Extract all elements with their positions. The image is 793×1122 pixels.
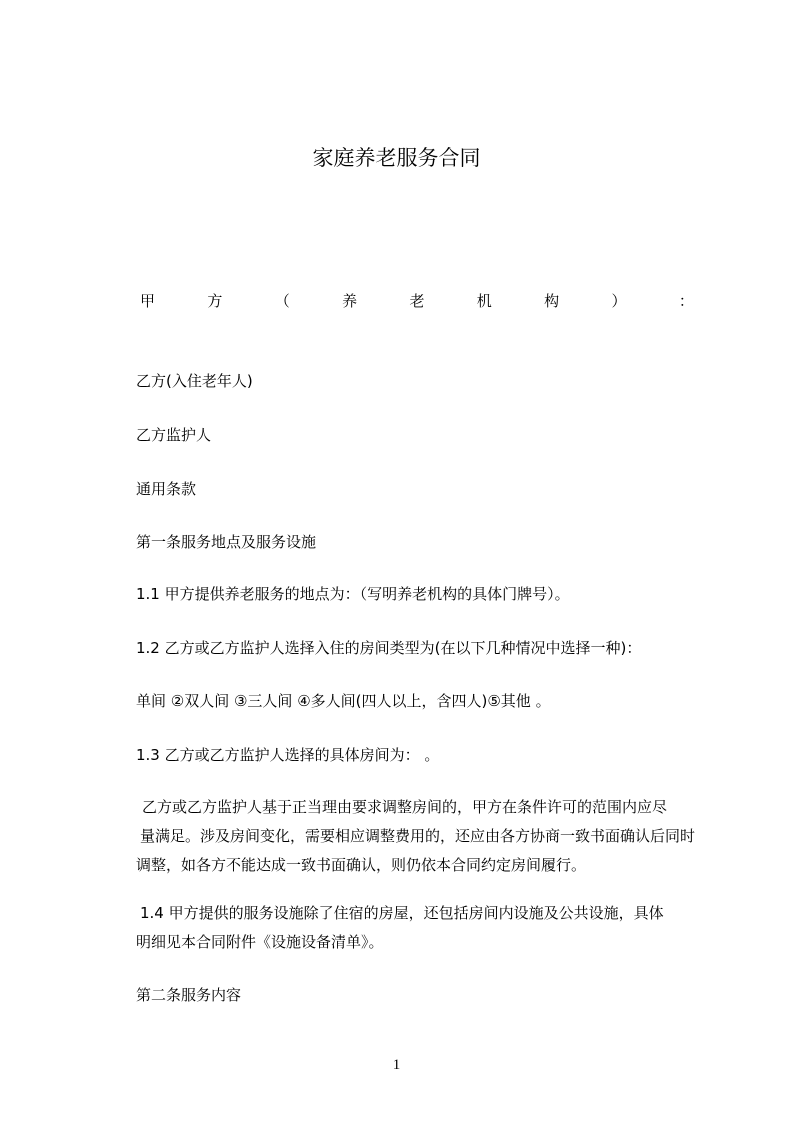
room-adjustment-paragraph xyxy=(136,793,695,880)
clause-1-2: 1.2 乙方或乙方监护人选择入住的房间类型为(在以下几种情况中选择一种)： xyxy=(136,639,642,657)
room-type-options: 单间 ②双人间 ③三人间 ④多人间(四人以上，含四人)⑤其他 。 xyxy=(136,692,551,710)
paragraph-line: 1.4 甲方提供的服务设施除了住宿的房屋，还包括房间内设施及公共设施，具体 xyxy=(140,904,664,922)
party-a-char: 养 xyxy=(342,292,358,310)
party-b-line: 乙方(入住老年人) xyxy=(136,372,253,390)
party-a-char: 机 xyxy=(476,292,492,310)
article-2-heading: 第二条服务内容 xyxy=(136,986,242,1004)
paragraph-line: 量满足。涉及房间变化，需要相应调整费用的，还应由各方协商一致书面确认后同时 xyxy=(140,827,696,845)
clause-1-1: 1.1 甲方提供养老服务的地点为：（写明养老机构的具体门牌号）。 xyxy=(136,585,570,603)
party-a-char: 方 xyxy=(207,292,223,310)
paragraph-line: 调整，如各方不能达成一致书面确认，则仍依本合同约定房间履行。 xyxy=(136,856,587,874)
party-a-char: ： xyxy=(678,292,694,310)
paragraph-line: 乙方或乙方监护人基于正当理由要求调整房间的，甲方在条件许可的范围内应尽 xyxy=(142,798,668,816)
clause-1-4-paragraph xyxy=(136,899,664,957)
article-1-heading: 第一条服务地点及服务设施 xyxy=(136,533,317,551)
party-a-char: 构 xyxy=(544,292,560,310)
page-number: 1 xyxy=(392,1057,401,1073)
general-terms-heading: 通用条款 xyxy=(136,480,197,498)
party-a-char: ） xyxy=(611,292,627,310)
party-a-char: （ xyxy=(274,292,290,310)
document-title: 家庭养老服务合同 xyxy=(312,146,481,170)
party-a-char: 老 xyxy=(409,292,425,310)
party-b-guardian-line: 乙方监护人 xyxy=(136,426,212,444)
clause-1-3: 1.3 乙方或乙方监护人选择的具体房间为： 。 xyxy=(136,746,440,764)
party-a-line xyxy=(140,291,694,311)
party-a-char: 甲 xyxy=(140,292,156,310)
paragraph-line: 明细见本合同附件《设施设备清单》。 xyxy=(136,933,384,951)
